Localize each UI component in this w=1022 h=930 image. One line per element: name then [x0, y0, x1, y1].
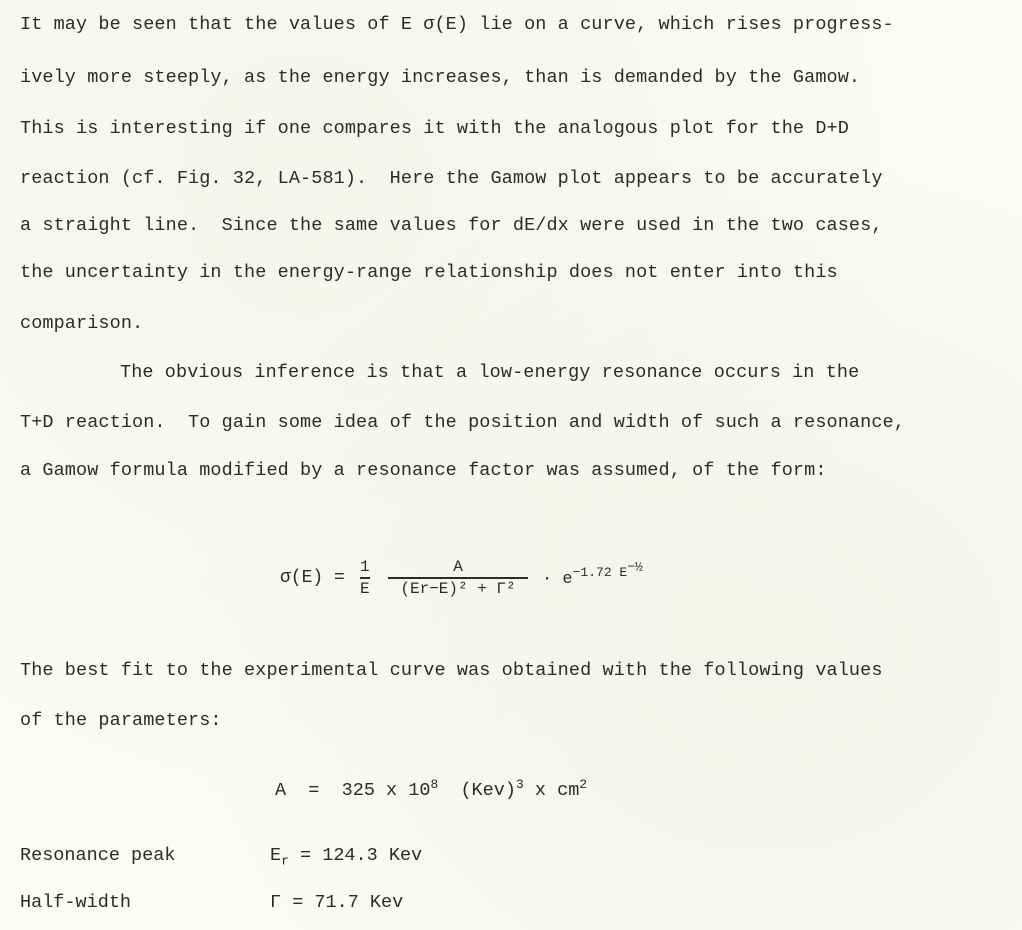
equation-fraction-2	[388, 558, 528, 598]
fraction-1-numerator: 1	[360, 558, 370, 576]
fraction-2-bar	[388, 577, 528, 579]
paragraph-3-line-2: of the parameters:	[20, 710, 222, 731]
equation-exponential	[542, 560, 643, 589]
param-A-units-exp: 3	[515, 777, 524, 792]
gamow-resonance-equation	[280, 548, 800, 628]
equation-fraction-1	[360, 558, 370, 598]
resonance-number: = 124.3 Kev	[288, 845, 423, 866]
exp-exponent-power: −½	[627, 560, 643, 575]
fraction-1-bar	[360, 577, 370, 579]
paragraph-1-line-4: reaction (cf. Fig. 32, LA-581). Here the Gamow plot appears to be accurately	[20, 168, 883, 189]
param-A-exp: 8	[430, 777, 439, 792]
paragraph-1-line-3: This is interesting if one compares it with the analogous plot for the D+D	[20, 118, 849, 139]
exp-exponent	[572, 560, 643, 581]
fraction-1-denominator: E	[360, 579, 370, 598]
paragraph-1-line-2: ively more steeply, as the energy increases, than is demanded by the Gamow.	[20, 67, 861, 88]
paragraph-1-line-7: comparison.	[20, 313, 144, 334]
resonance-subscript: r	[281, 853, 289, 869]
paragraph-2-line-3: a Gamow formula modified by a resonance factor was assumed, of the form:	[20, 460, 827, 481]
param-A-units: (Kev)	[438, 780, 516, 802]
param-A-tail-exp: 2	[579, 777, 588, 792]
paragraph-1-line-6: the uncertainty in the energy-range relationship does not enter into this	[20, 262, 838, 283]
parameter-A	[275, 777, 587, 801]
exp-exponent-text: −1.72 E	[572, 565, 628, 581]
paragraph-2-line-2: T+D reaction. To gain some idea of the position and width of such a resonance,	[20, 412, 905, 433]
param-A-tail: x cm	[523, 780, 580, 802]
equation-lhs: σ(E) =	[280, 568, 345, 588]
resonance-peak-value	[270, 845, 422, 869]
paragraph-2-line-1: The obvious inference is that a low-energy resonance occurs in the	[120, 362, 860, 383]
paragraph-3-line-1: The best fit to the experimental curve was obtained with the following values	[20, 660, 883, 681]
exp-base: · e	[542, 569, 573, 589]
fraction-2-denominator: (Er−E)² + Γ²	[400, 579, 516, 598]
resonance-peak-label: Resonance peak	[20, 845, 176, 866]
param-A-prefix: A = 325 x 10	[275, 780, 431, 802]
paragraph-1-line-1: It may be seen that the values of E σ(E) lie on a curve, which rises progress-	[20, 14, 894, 35]
half-width-value: Γ = 71.7 Kev	[270, 892, 404, 913]
paragraph-1-line-5: a straight line. Since the same values for dE/dx were used in the two cases,	[20, 215, 883, 236]
fraction-2-numerator: A	[453, 558, 463, 576]
half-width-label: Half-width	[20, 892, 132, 913]
resonance-symbol: E	[270, 845, 282, 866]
